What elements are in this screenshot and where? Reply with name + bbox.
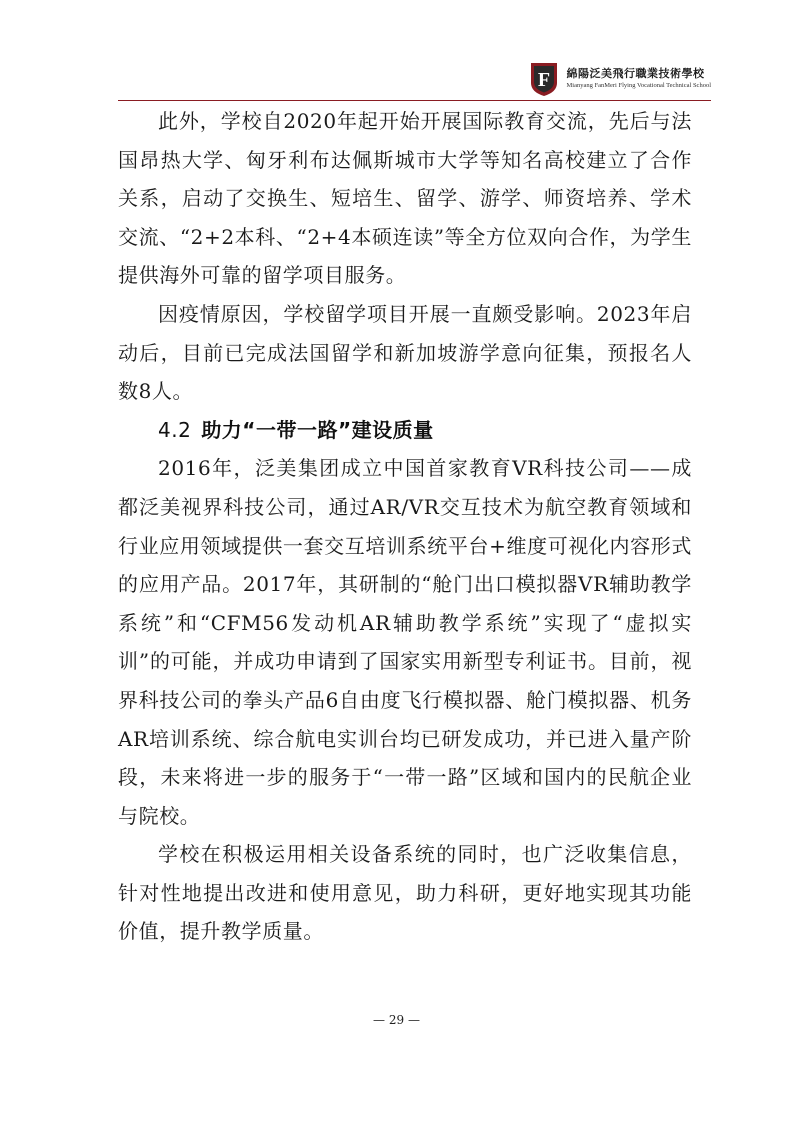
body-paragraph: 此外，学校自2020年起开始开展国际教育交流，先后与法国昂热大学、匈牙利布达佩斯城市大学等知名高校建立了合作关系，启动了交换生、短培生、留学、游学、师资培养、学术交流、“2+2本科、“2+4本硕连读”等全方位双向合作，为学生提供海外可靠的留学项目服务。 [118,109,692,288]
page-header [528,60,711,98]
document-body [118,102,692,951]
school-logo-icon [528,61,560,97]
header-divider [118,100,711,101]
section-title: 助力“一带一路”建设质量 [201,417,434,442]
section-heading [118,411,692,450]
school-name-chinese: 綿陽泛美飛行職業技術學校 [566,67,705,80]
section-number: 4.2 [158,417,192,442]
body-paragraph: 学校在积极运用相关设备系统的同时，也广泛收集信息，针对性地提出改进和使用意见，助力科研，更好地实现其功能价值，提升教学质量。 [118,842,692,944]
body-paragraph: 因疫情原因，学校留学项目开展一直颇受影响。2023年启动后，目前已完成法国留学和新加坡游学意向征集，预报名人数8人。 [118,301,692,404]
svg-text:F: F [538,69,551,91]
page-number: — 29 — [373,1013,420,1027]
school-name-english: Mianyang FanMeri Flying Vocational Technical School [566,82,711,89]
body-paragraph: 2016年，泛美集团成立中国首家教育VR科技公司——成都泛美视界科技公司，通过AR/VR交互技术为航空教育领域和行业应用领域提供一套交互培训系统平台+维度可视化内容形式的应用产品。2017年，其研制的“舱门出口模拟器VR辅助教学系统”和“CFM56发动机AR辅助教学系统”实现了“虚拟实训”的可能，并成功申请到了国家实用新型专利证书。目前，视界科技公司的拳头产品6自由度飞行模拟器、舱门模拟器、机务AR培训系统、综合航电实训台均已研发成功，并已进入量产阶段，未来将进一步的服务于“一带一路”区域和国内的民航企业与院校。 [118,456,692,828]
